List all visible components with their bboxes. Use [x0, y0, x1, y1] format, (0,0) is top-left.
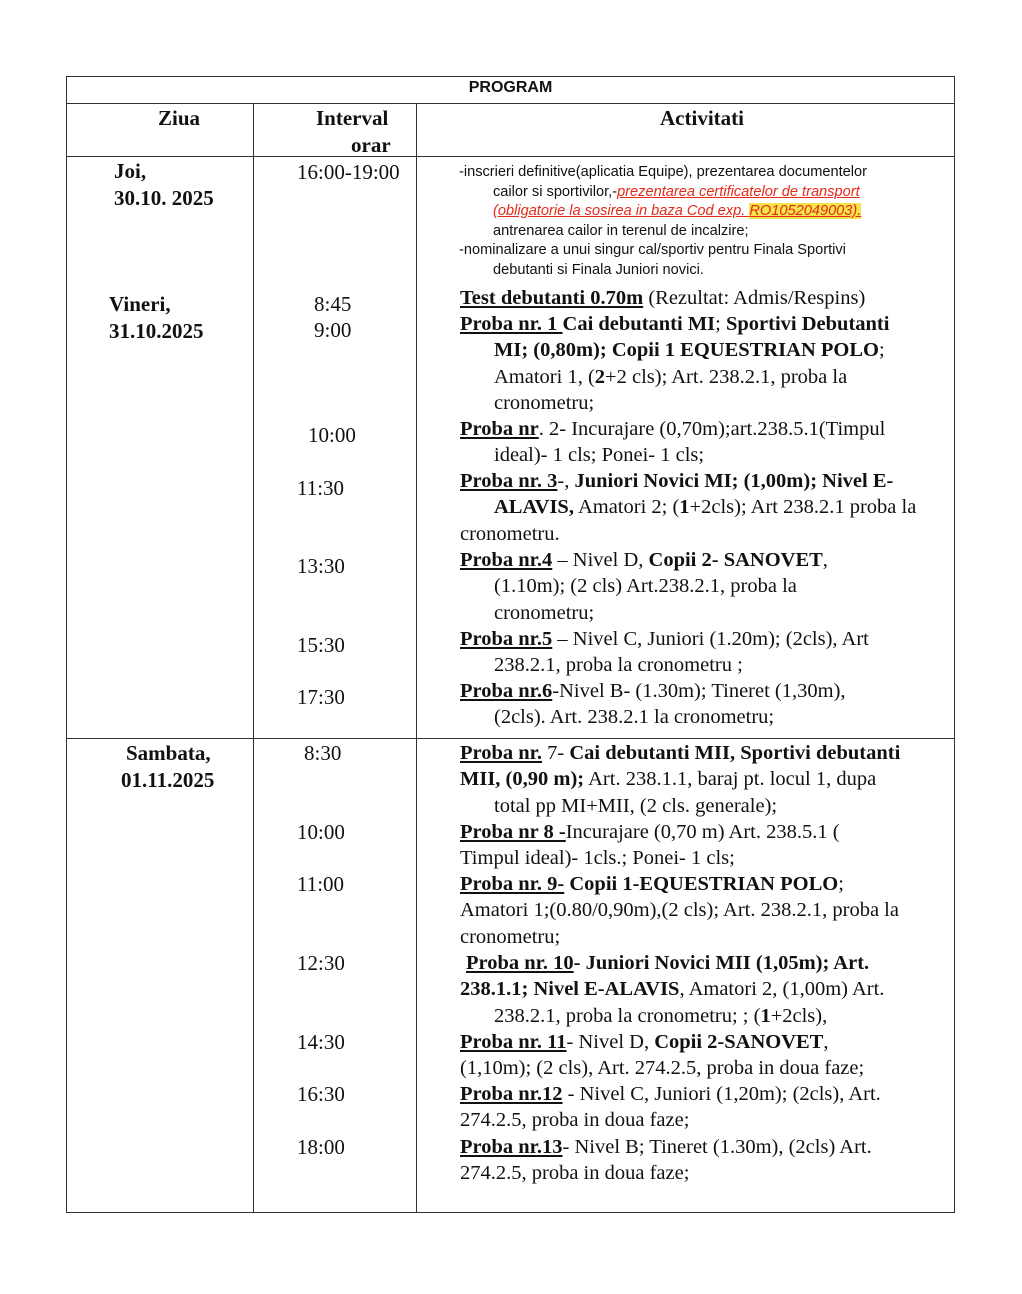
note-line: debutanti si Finala Juniori novici. — [493, 261, 704, 278]
event-text: (1.10m); (2 cls) Art.238.2.1, proba la — [494, 575, 797, 598]
event-text: - Nivel D, — [566, 1031, 655, 1053]
divider — [66, 738, 955, 739]
date-friday: 31.10.2025 — [109, 319, 204, 343]
event-text: 1 — [760, 1004, 771, 1027]
event-text: – Nivel C, Juniori (1.20m); (2cls), Art — [552, 628, 869, 650]
event-text: . 2- Incurajare (0,70m);art.238.5.1(Timpul — [538, 418, 886, 440]
day-friday: Vineri, — [109, 292, 171, 316]
event-text: - Nivel C, Juniori (1,20m); (2cls), Art. — [562, 1083, 881, 1105]
event-title: Proba nr — [460, 418, 539, 440]
event-text: Copii 2- SANOVET — [648, 549, 823, 571]
event-text: ; — [878, 339, 885, 362]
event-text: Amatori 1, ( — [494, 365, 595, 388]
event-text: +2 cls); Art. 238.2.1, proba la — [605, 365, 848, 388]
activity-proba-4 — [460, 547, 952, 626]
event-text: , — [823, 1031, 829, 1053]
event-title: Proba nr. 10 — [466, 952, 574, 974]
event-text: 238.2.1, proba la cronometru; ; ( — [494, 1004, 761, 1027]
date-saturday: 01.11.2025 — [121, 768, 215, 792]
event-text: , Amatori 2, (1,00m) Art. — [679, 978, 885, 1001]
thursday-notes — [459, 163, 951, 280]
divider — [416, 104, 417, 1213]
note-line: -inscrieri definitive(aplicatia Equipe), prezentarea documentelor — [459, 164, 868, 180]
event-text: - Juniori Novici MII (1,05m); Art. — [573, 952, 870, 974]
event-text: (1,10m); (2 cls), Art. 274.2.5, proba in doua faze; — [460, 1057, 865, 1080]
day-saturday: Sambata, — [126, 741, 211, 765]
time-slot: 16:30 — [297, 1082, 345, 1106]
event-text: – Nivel D, — [552, 549, 649, 571]
event-title: Proba nr. — [460, 742, 543, 764]
note-line: antrenarea cailor in terenul de incalzire; — [493, 222, 749, 239]
activity-proba-1 — [460, 311, 952, 416]
activity-proba-6 — [460, 678, 952, 731]
event-text: Amatori 1;(0.80/0,90m),(2 cls); Art. 238.2.1, proba la — [460, 899, 899, 922]
event-text: - Nivel B; Tineret (1.30m), (2cls) Art. — [562, 1136, 872, 1158]
header-interval-2: orar — [351, 133, 391, 157]
event-text: cronometru; — [460, 925, 561, 948]
event-text: +2cls), — [770, 1004, 828, 1027]
activity-proba-10 — [460, 950, 958, 1029]
event-text: Incurajare (0,70 m) Art. 238.5.1 ( — [565, 821, 840, 843]
event-text: ; — [838, 873, 844, 895]
event-text: Juniori Novici MI; (1,00m); Nivel E- — [574, 470, 894, 492]
note-text: cailor si sportivilor,- — [493, 183, 618, 200]
header-activities: Activitati — [660, 106, 744, 130]
time-slot: 14:30 — [297, 1030, 345, 1054]
activity-proba-7 — [460, 740, 952, 819]
event-text: Copii 1-EQUESTRIAN POLO — [564, 873, 839, 895]
event-text: (Rezultat: Admis/Respins) — [643, 287, 866, 309]
time-slot: 10:00 — [308, 423, 356, 447]
event-text: cronometru. — [460, 522, 560, 545]
note-line — [459, 183, 951, 203]
activity-proba-13 — [460, 1134, 952, 1187]
event-text: 1 — [679, 496, 690, 519]
event-title: Proba nr.5 — [460, 628, 553, 650]
event-text: ; — [715, 313, 726, 335]
event-text: Cai debutanti MII, Sportivi debutanti — [569, 742, 901, 764]
time-slot: 11:00 — [297, 872, 345, 896]
time-slot: 8:45 — [314, 292, 352, 316]
time-slot: 12:30 — [297, 951, 345, 975]
day-thursday: Joi, — [114, 159, 147, 183]
note-line: -nominalizare a unui singur cal/sportiv pentru Finala Sportivi — [459, 242, 846, 258]
event-text: MI; (0,80m); Copii 1 EQUESTRIAN POLO — [494, 339, 879, 362]
event-title: Proba nr. 1 — [460, 313, 563, 335]
time-slot: 18:00 — [297, 1135, 345, 1159]
event-title: Proba nr.13 — [460, 1136, 563, 1158]
event-text: cronometru; — [494, 601, 595, 624]
event-text: ideal)- 1 cls; Ponei- 1 cls; — [494, 444, 705, 467]
activity-proba-3 — [460, 468, 952, 547]
time-slot: 16:00-19:00 — [297, 160, 400, 184]
date-thursday: 30.10. 2025 — [114, 186, 214, 210]
event-title: Proba nr.12 — [460, 1083, 563, 1105]
note-line — [459, 202, 951, 222]
table-title: PROGRAM — [468, 79, 553, 96]
activity-proba-2 — [460, 416, 952, 469]
event-text: cronometru; — [494, 391, 595, 414]
event-text: 274.2.5, proba in doua faze; — [460, 1109, 690, 1132]
export-code-highlight: RO1052049003). — [749, 203, 862, 219]
event-title: Proba nr. 3 — [460, 470, 558, 492]
event-title: Proba nr 8 - — [460, 821, 566, 843]
event-title: Proba nr.4 — [460, 549, 553, 571]
transport-certificate-note: prezentarea certificatelor de transport — [617, 183, 860, 200]
event-title: Proba nr. 9- — [460, 873, 565, 895]
event-text: total pp MI+MII, (2 cls. generale); — [494, 794, 778, 817]
event-text: 238.1.1; Nivel E-ALAVIS — [460, 978, 680, 1001]
divider — [66, 103, 955, 104]
event-text: -Nivel B- (1.30m); Tineret (1,30m), — [552, 680, 846, 702]
event-text: +2cls); Art 238.2.1 proba la — [689, 496, 917, 519]
event-text: -, — [557, 470, 575, 492]
time-slot: 13:30 — [297, 554, 345, 578]
activity-proba-5 — [460, 626, 952, 679]
activity-proba-12 — [460, 1081, 952, 1134]
event-text: Amatori 2; ( — [573, 496, 680, 519]
event-text: 274.2.5, proba in doua faze; — [460, 1162, 690, 1185]
event-title: Proba nr.6 — [460, 680, 553, 702]
event-title: Test debutanti 0.70m — [460, 287, 644, 309]
transport-certificate-note: (obligatorie la sosirea in baza Cod exp. — [493, 203, 750, 219]
event-text: MII, (0,90 m); — [460, 768, 585, 791]
activity-proba-11 — [460, 1029, 952, 1082]
activity-test-debutanti — [460, 285, 952, 311]
event-text: Cai debutanti MI — [562, 313, 716, 335]
time-slot: 15:30 — [297, 633, 345, 657]
divider — [66, 156, 955, 157]
activity-proba-8 — [460, 819, 952, 872]
event-text: Art. 238.1.1, baraj pt. locul 1, dupa — [584, 768, 877, 791]
event-text: , — [822, 549, 828, 571]
time-slot: 8:30 — [304, 741, 342, 765]
event-text: 7- — [542, 742, 570, 764]
event-text: 2 — [594, 365, 606, 388]
divider — [253, 104, 254, 1213]
event-text: Timpul ideal)- 1cls.; Ponei- 1 cls; — [460, 847, 735, 870]
activity-proba-9 — [460, 871, 952, 950]
header-day: Ziua — [158, 106, 201, 130]
event-text: 238.2.1, proba la cronometru ; — [494, 654, 743, 677]
time-slot: 9:00 — [314, 318, 352, 342]
event-text: Copii 2-SANOVET — [654, 1031, 824, 1053]
header-interval: Interval — [316, 106, 389, 130]
event-text: (2cls). Art. 238.2.1 la cronometru; — [494, 706, 775, 729]
event-text: Sportivi Debutanti — [726, 313, 890, 335]
event-text: ALAVIS, — [494, 496, 574, 519]
time-slot: 10:00 — [297, 820, 345, 844]
time-slot: 17:30 — [297, 685, 345, 709]
event-title: Proba nr. 11 — [460, 1031, 567, 1053]
time-slot: 11:30 — [297, 476, 345, 500]
